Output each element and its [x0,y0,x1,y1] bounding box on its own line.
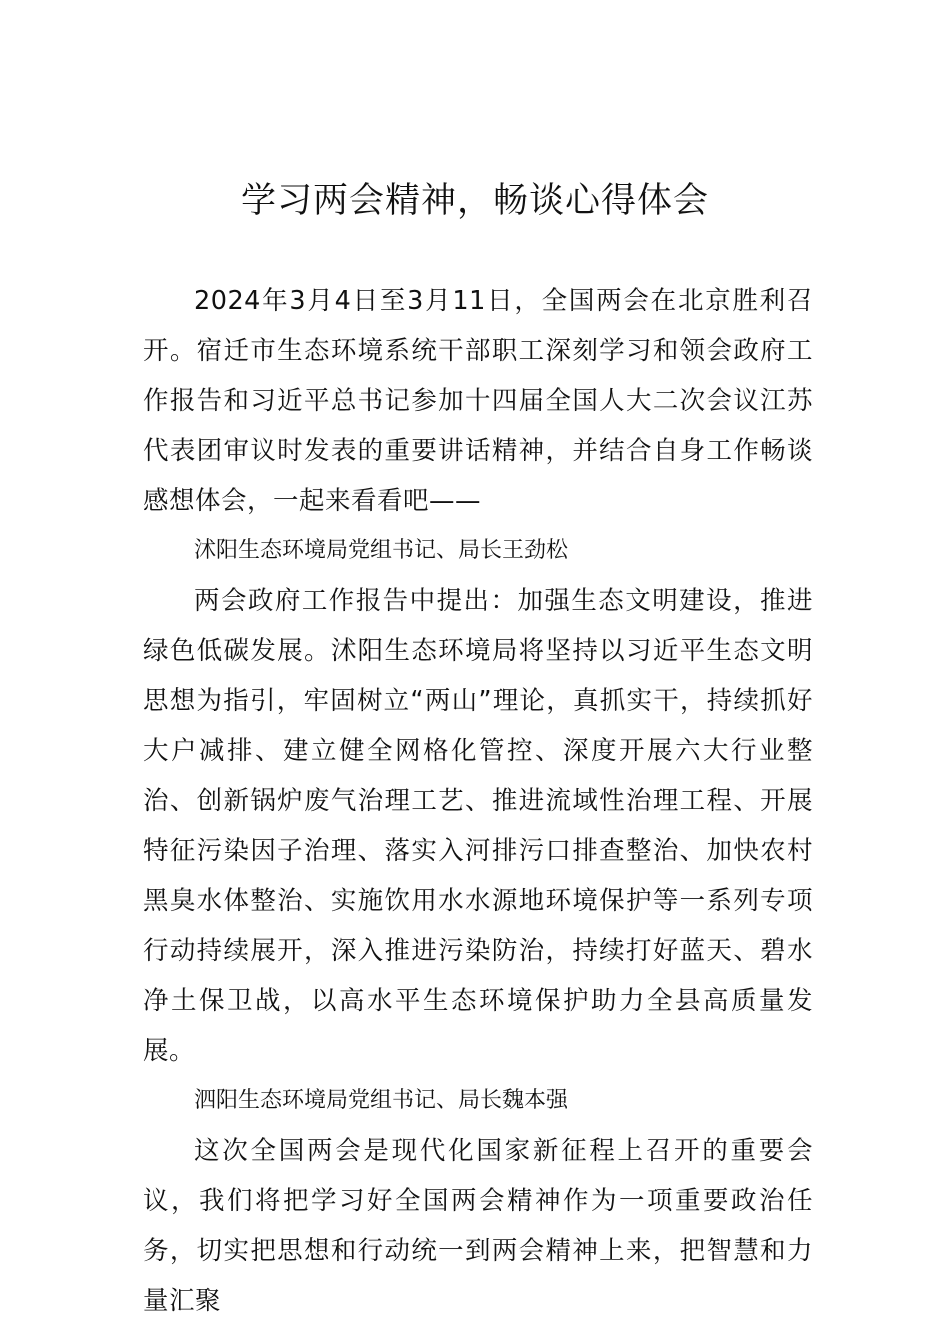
document-title: 学习两会精神，畅谈心得体会 [240,181,709,221]
section-paragraph-1: 两会政府工作报告中提出：加强生态文明建设，推进绿色低碳发展。沭阳生态环境局将坚持以习近平生态文明思想为指引，牢固树立“两山”理论，真抓实干，持续抓好大户减排、建立健全网格化管控、深度开展六大行业整治、创新锅炉废气治理工艺、推进流域性治理工程、开展特征污染因子治理、落实入河排污口排查整治、加快农村黑臭水体整治、实施饮用水水源地环境保护等一系列专项行动持续展开，深入推进污染防治，持续打好蓝天、碧水净土保卫战，以高水平生态环境保护助力全县高质量发展。 [143,586,813,1066]
document-body [143,276,813,1326]
intro-paragraph: 2024年3月4日至3月11日，全国两会在北京胜利召开。宿迁市生态环境系统干部职工深刻学习和领会政府工作报告和习近平总书记参加十四届全国人大二次会议江苏代表团审议时发表的重要讲话精神，并结合自身工作畅谈感想体会，一起来看看吧—— [143,286,813,516]
section-paragraph-2: 这次全国两会是现代化国家新征程上召开的重要会议，我们将把学习好全国两会精神作为一项重要政治任务，切实把思想和行动统一到两会精神上来，把智慧和力量汇聚 [143,1136,813,1316]
speaker-heading-1: 沭阳生态环境局党组书记、局长王劲松 [194,538,569,563]
speaker-heading-2: 泗阳生态环境局党组书记、局长魏本强 [194,1088,569,1113]
